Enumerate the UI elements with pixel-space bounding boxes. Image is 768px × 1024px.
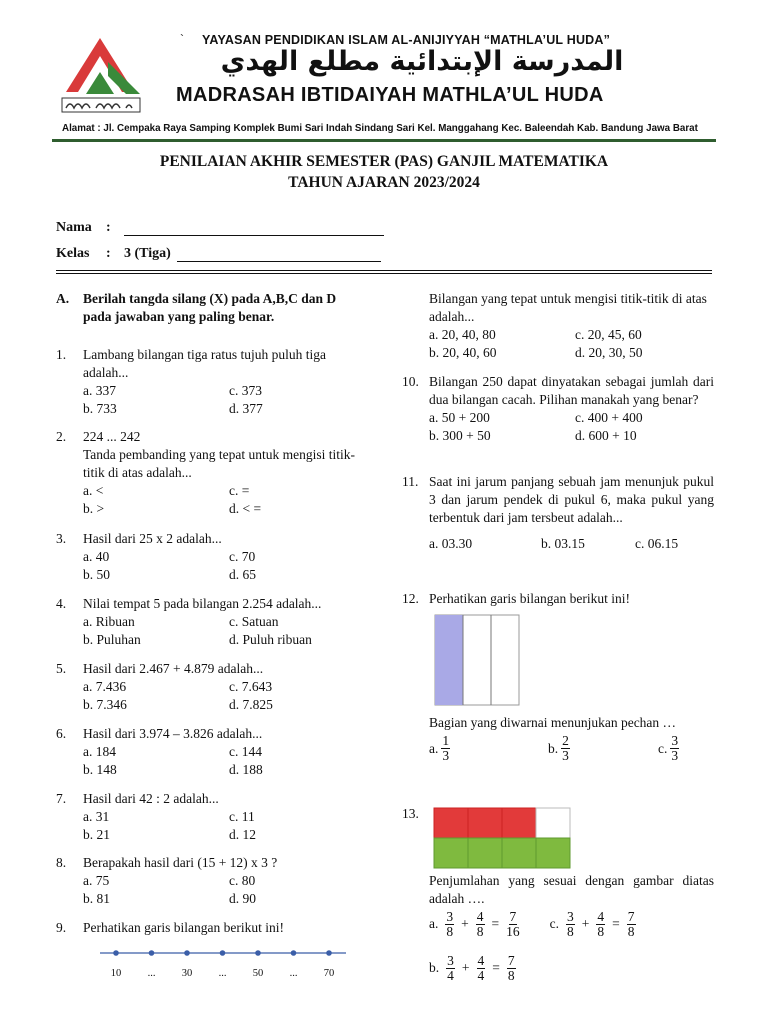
school-name: MADRASAH IBTIDAIYAH MATHLA’UL HUDA bbox=[176, 84, 604, 106]
option-b[interactable]: b. 733 bbox=[83, 401, 117, 416]
denominator: 8 bbox=[627, 923, 635, 939]
question-text: Hasil dari 25 x 2 adalah... bbox=[83, 531, 222, 546]
green-block bbox=[502, 838, 536, 868]
class-field[interactable] bbox=[177, 248, 381, 262]
denominator: 8 bbox=[446, 923, 454, 939]
option-c[interactable]: c. 80 bbox=[229, 873, 256, 888]
number-line-label: 50 bbox=[252, 968, 264, 979]
green-block bbox=[434, 838, 468, 868]
numerator: 7 bbox=[507, 952, 515, 968]
option-b[interactable]: b. 21 bbox=[83, 827, 110, 842]
question-12-options bbox=[429, 734, 719, 770]
separator bbox=[56, 270, 712, 271]
number-line-label: 70 bbox=[323, 968, 335, 979]
question-number: 4. bbox=[56, 596, 67, 611]
option-label: a. bbox=[429, 916, 439, 931]
option-d[interactable]: d. 188 bbox=[229, 762, 263, 777]
question-text: Hasil dari 3.974 – 3.826 adalah... bbox=[83, 726, 263, 741]
number-line-point bbox=[255, 950, 261, 956]
denominator: 8 bbox=[476, 923, 484, 939]
question-number: 7. bbox=[56, 791, 67, 806]
option-b[interactable]: b. 50 bbox=[83, 567, 110, 582]
number-line bbox=[96, 944, 356, 984]
option-d[interactable]: d. Puluh ribuan bbox=[229, 632, 312, 647]
equals-sign: = bbox=[492, 960, 500, 975]
plus-sign: + bbox=[581, 916, 590, 931]
school-logo bbox=[56, 32, 144, 120]
section-letter: A. bbox=[56, 291, 70, 306]
arabic-school-name: المدرسة الإبتدائية مطلع الهدي bbox=[220, 46, 624, 77]
question-number: 11. bbox=[402, 474, 419, 489]
header-rule bbox=[52, 139, 716, 142]
question-number: 2. bbox=[56, 429, 67, 444]
number-line-label: ... bbox=[289, 968, 298, 979]
number-line-point bbox=[113, 950, 119, 956]
option-a[interactable]: a. 50 + 200 bbox=[429, 410, 490, 425]
question-number: 5. bbox=[56, 661, 67, 676]
option-a[interactable]: a. 20, 40, 80 bbox=[429, 327, 496, 342]
name-label: Nama bbox=[56, 220, 92, 235]
option-b[interactable] bbox=[548, 734, 570, 763]
number-line-label: ... bbox=[218, 968, 227, 979]
numerator: 2 bbox=[562, 733, 569, 748]
question-13-option-row-1 bbox=[429, 908, 719, 940]
numerator: 3 bbox=[567, 908, 574, 924]
numerator: 3 bbox=[447, 952, 454, 968]
option-b[interactable]: b. 03.15 bbox=[541, 536, 585, 551]
option-c[interactable]: c. 373 bbox=[229, 383, 262, 398]
red-block bbox=[434, 808, 468, 838]
shaded-part bbox=[435, 615, 463, 705]
option-label: c. bbox=[658, 740, 668, 756]
option-a[interactable] bbox=[429, 734, 450, 763]
option-d[interactable]: d. 65 bbox=[229, 567, 256, 582]
exam-title: PENILAIAN AKHIR SEMESTER (PAS) GANJIL MATEMATIKA bbox=[159, 153, 609, 170]
number-line-point bbox=[220, 950, 226, 956]
number-line-label: ... bbox=[147, 968, 156, 979]
option-d[interactable]: d. 20, 30, 50 bbox=[575, 345, 643, 360]
number-line-point bbox=[184, 950, 190, 956]
option-b[interactable]: b. 148 bbox=[83, 762, 117, 777]
number-line-label: 30 bbox=[181, 968, 193, 979]
option-d[interactable]: d. 90 bbox=[229, 891, 256, 906]
option-c[interactable]: c. Satuan bbox=[229, 614, 279, 629]
question-number: 3. bbox=[56, 531, 67, 546]
numerator: 4 bbox=[476, 908, 484, 924]
option-b[interactable]: b. 300 + 50 bbox=[429, 428, 491, 443]
question-text: Tanda pembanding yang tepat untuk mengisi titik-titik di atas adalah... bbox=[83, 447, 355, 480]
numerator: 7 bbox=[627, 908, 635, 924]
option-a[interactable]: a. 7.436 bbox=[83, 679, 127, 694]
plus-sign: + bbox=[461, 916, 469, 931]
denominator: 8 bbox=[567, 923, 574, 939]
header-mark: ` bbox=[180, 32, 184, 46]
denominator: 3 bbox=[562, 748, 569, 763]
class-value: 3 (Tiga) bbox=[124, 246, 171, 261]
option-b[interactable]: b. 7.346 bbox=[83, 697, 127, 712]
question-text: Perhatikan garis bilangan berikut ini! bbox=[429, 591, 630, 606]
option-c[interactable]: c. 7.643 bbox=[229, 679, 273, 694]
question-text: Berapakah hasil dari (15 + 12) x 3 ? bbox=[83, 855, 278, 870]
option-b[interactable] bbox=[429, 954, 516, 983]
option-d[interactable]: d. 600 + 10 bbox=[575, 428, 637, 443]
question-number: 13. bbox=[402, 806, 419, 821]
option-c[interactable]: c. 11 bbox=[229, 809, 255, 824]
instruction-text: Berilah tangda silang (X) pada A,B,C dan D pada jawaban yang paling benar. bbox=[83, 291, 337, 324]
question-text: Hasil dari 2.467 + 4.879 adalah... bbox=[83, 661, 264, 676]
option-label: c. bbox=[549, 916, 559, 931]
option-b[interactable]: b. > bbox=[83, 501, 105, 516]
option-a[interactable] bbox=[429, 910, 520, 939]
question-13-option-row-2 bbox=[429, 952, 719, 984]
option-label: b. bbox=[429, 960, 440, 975]
denominator: 3 bbox=[671, 748, 679, 763]
option-c[interactable] bbox=[550, 910, 636, 939]
denominator: 4 bbox=[447, 967, 454, 983]
foundation-name: YAYASAN PENDIDIKAN ISLAM AL-ANIJIYYAH “MATHLA’UL HUDA” bbox=[202, 33, 611, 47]
name-field[interactable] bbox=[124, 222, 384, 236]
class-label: Kelas bbox=[56, 246, 90, 261]
denominator: 3 bbox=[442, 748, 450, 763]
denominator: 8 bbox=[507, 967, 515, 983]
empty-block bbox=[536, 808, 570, 838]
option-c[interactable]: c. 70 bbox=[229, 549, 256, 564]
number-line-point bbox=[149, 950, 155, 956]
number-line-point bbox=[291, 950, 297, 956]
question-text: Perhatikan garis bilangan berikut ini! bbox=[83, 920, 284, 935]
option-a[interactable]: a. Ribuan bbox=[83, 614, 135, 629]
question-text: Hasil dari 42 : 2 adalah... bbox=[83, 791, 219, 806]
denominator: 4 bbox=[477, 967, 485, 983]
option-a[interactable]: a. 337 bbox=[83, 383, 116, 398]
option-c[interactable] bbox=[658, 734, 679, 763]
option-a[interactable]: a. 40 bbox=[83, 549, 110, 564]
separator bbox=[56, 273, 712, 274]
comparison-expression: 224 ... 242 bbox=[83, 429, 141, 444]
option-c[interactable]: c. 06.15 bbox=[635, 536, 679, 551]
question-number: 12. bbox=[402, 591, 419, 606]
option-a[interactable]: a. 184 bbox=[83, 744, 116, 759]
green-block bbox=[468, 838, 502, 868]
exam-year: TAHUN AJARAN 2023/2024 bbox=[288, 174, 480, 191]
class-row bbox=[56, 246, 381, 262]
question-text: Saat ini jarum panjang sebuah jam menunjuk pukul 3 dan jarum pendek di pukul 6, maka pukul yang terbentuk dari jam tersbeut adalah... bbox=[429, 474, 714, 525]
red-block bbox=[502, 808, 536, 838]
question-text: Penjumlahan yang sesuai dengan gambar diatas adalah …. bbox=[429, 873, 714, 906]
option-b[interactable]: b. 20, 40, 60 bbox=[429, 345, 497, 360]
option-b[interactable]: b. 81 bbox=[83, 891, 110, 906]
question-text: Bilangan yang tepat untuk mengisi titik-titik di atas adalah... bbox=[429, 291, 707, 324]
name-row bbox=[56, 220, 384, 236]
letterhead bbox=[52, 28, 720, 146]
question-number: 8. bbox=[56, 855, 67, 870]
option-a[interactable]: a. < bbox=[83, 483, 104, 498]
option-d[interactable]: d. 7.825 bbox=[229, 697, 273, 712]
name-colon: : bbox=[106, 220, 111, 235]
option-c[interactable]: c. 400 + 400 bbox=[575, 410, 643, 425]
question-number: 6. bbox=[56, 726, 67, 741]
option-label: a. bbox=[429, 740, 439, 756]
fraction-bar-figure bbox=[432, 612, 522, 708]
equals-sign: = bbox=[612, 916, 620, 931]
numerator: 3 bbox=[446, 908, 454, 924]
numerator: 1 bbox=[442, 733, 450, 748]
number-line-label: 10 bbox=[110, 968, 122, 979]
option-c[interactable]: c. = bbox=[229, 483, 250, 498]
number-line-point bbox=[326, 950, 332, 956]
option-a[interactable]: a. 75 bbox=[83, 873, 110, 888]
class-colon: : bbox=[106, 246, 111, 261]
green-block bbox=[536, 838, 570, 868]
numerator: 3 bbox=[671, 733, 679, 748]
option-a[interactable]: a. 03.30 bbox=[429, 536, 473, 551]
numerator: 7 bbox=[509, 908, 517, 924]
question-text: Lambang bilangan tiga ratus tujuh puluh tiga adalah... bbox=[83, 347, 326, 380]
denominator: 16 bbox=[506, 923, 520, 939]
option-c[interactable]: c. 144 bbox=[229, 744, 262, 759]
school-address: Alamat : Jl. Cempaka Raya Samping Komplek Bumi Sari Indah Sindang Sari Kel. Manggahang Kec. Baleendah Kab. Bandung Jawa Barat bbox=[62, 123, 698, 134]
denominator: 8 bbox=[597, 923, 605, 939]
red-block bbox=[468, 808, 502, 838]
question-text: Bagian yang diwarnai menunjukan pechan … bbox=[429, 715, 677, 730]
numerator: 4 bbox=[477, 952, 485, 968]
question-text: Nilai tempat 5 pada bilangan 2.254 adalah... bbox=[83, 596, 322, 611]
plus-sign: + bbox=[461, 960, 470, 975]
option-b[interactable]: b. Puluhan bbox=[83, 632, 141, 647]
option-a[interactable]: a. 31 bbox=[83, 809, 110, 824]
section-instruction bbox=[56, 290, 368, 326]
option-d[interactable]: d. < = bbox=[229, 501, 262, 516]
question-number: 10. bbox=[402, 374, 419, 389]
question-number: 9. bbox=[56, 920, 67, 935]
question-text: Bilangan 250 dapat dinyatakan sebagai jumlah dari dua bilangan cacah. Pilihan manakah yang benar? bbox=[429, 374, 714, 407]
option-label: b. bbox=[548, 740, 559, 756]
fraction-blocks-figure bbox=[430, 804, 600, 872]
question-number: 1. bbox=[56, 347, 67, 362]
option-d[interactable]: d. 377 bbox=[229, 401, 263, 416]
numerator: 4 bbox=[597, 908, 605, 924]
option-c[interactable]: c. 20, 45, 60 bbox=[575, 327, 642, 342]
equals-sign: = bbox=[491, 916, 500, 931]
option-d[interactable]: d. 12 bbox=[229, 827, 256, 842]
